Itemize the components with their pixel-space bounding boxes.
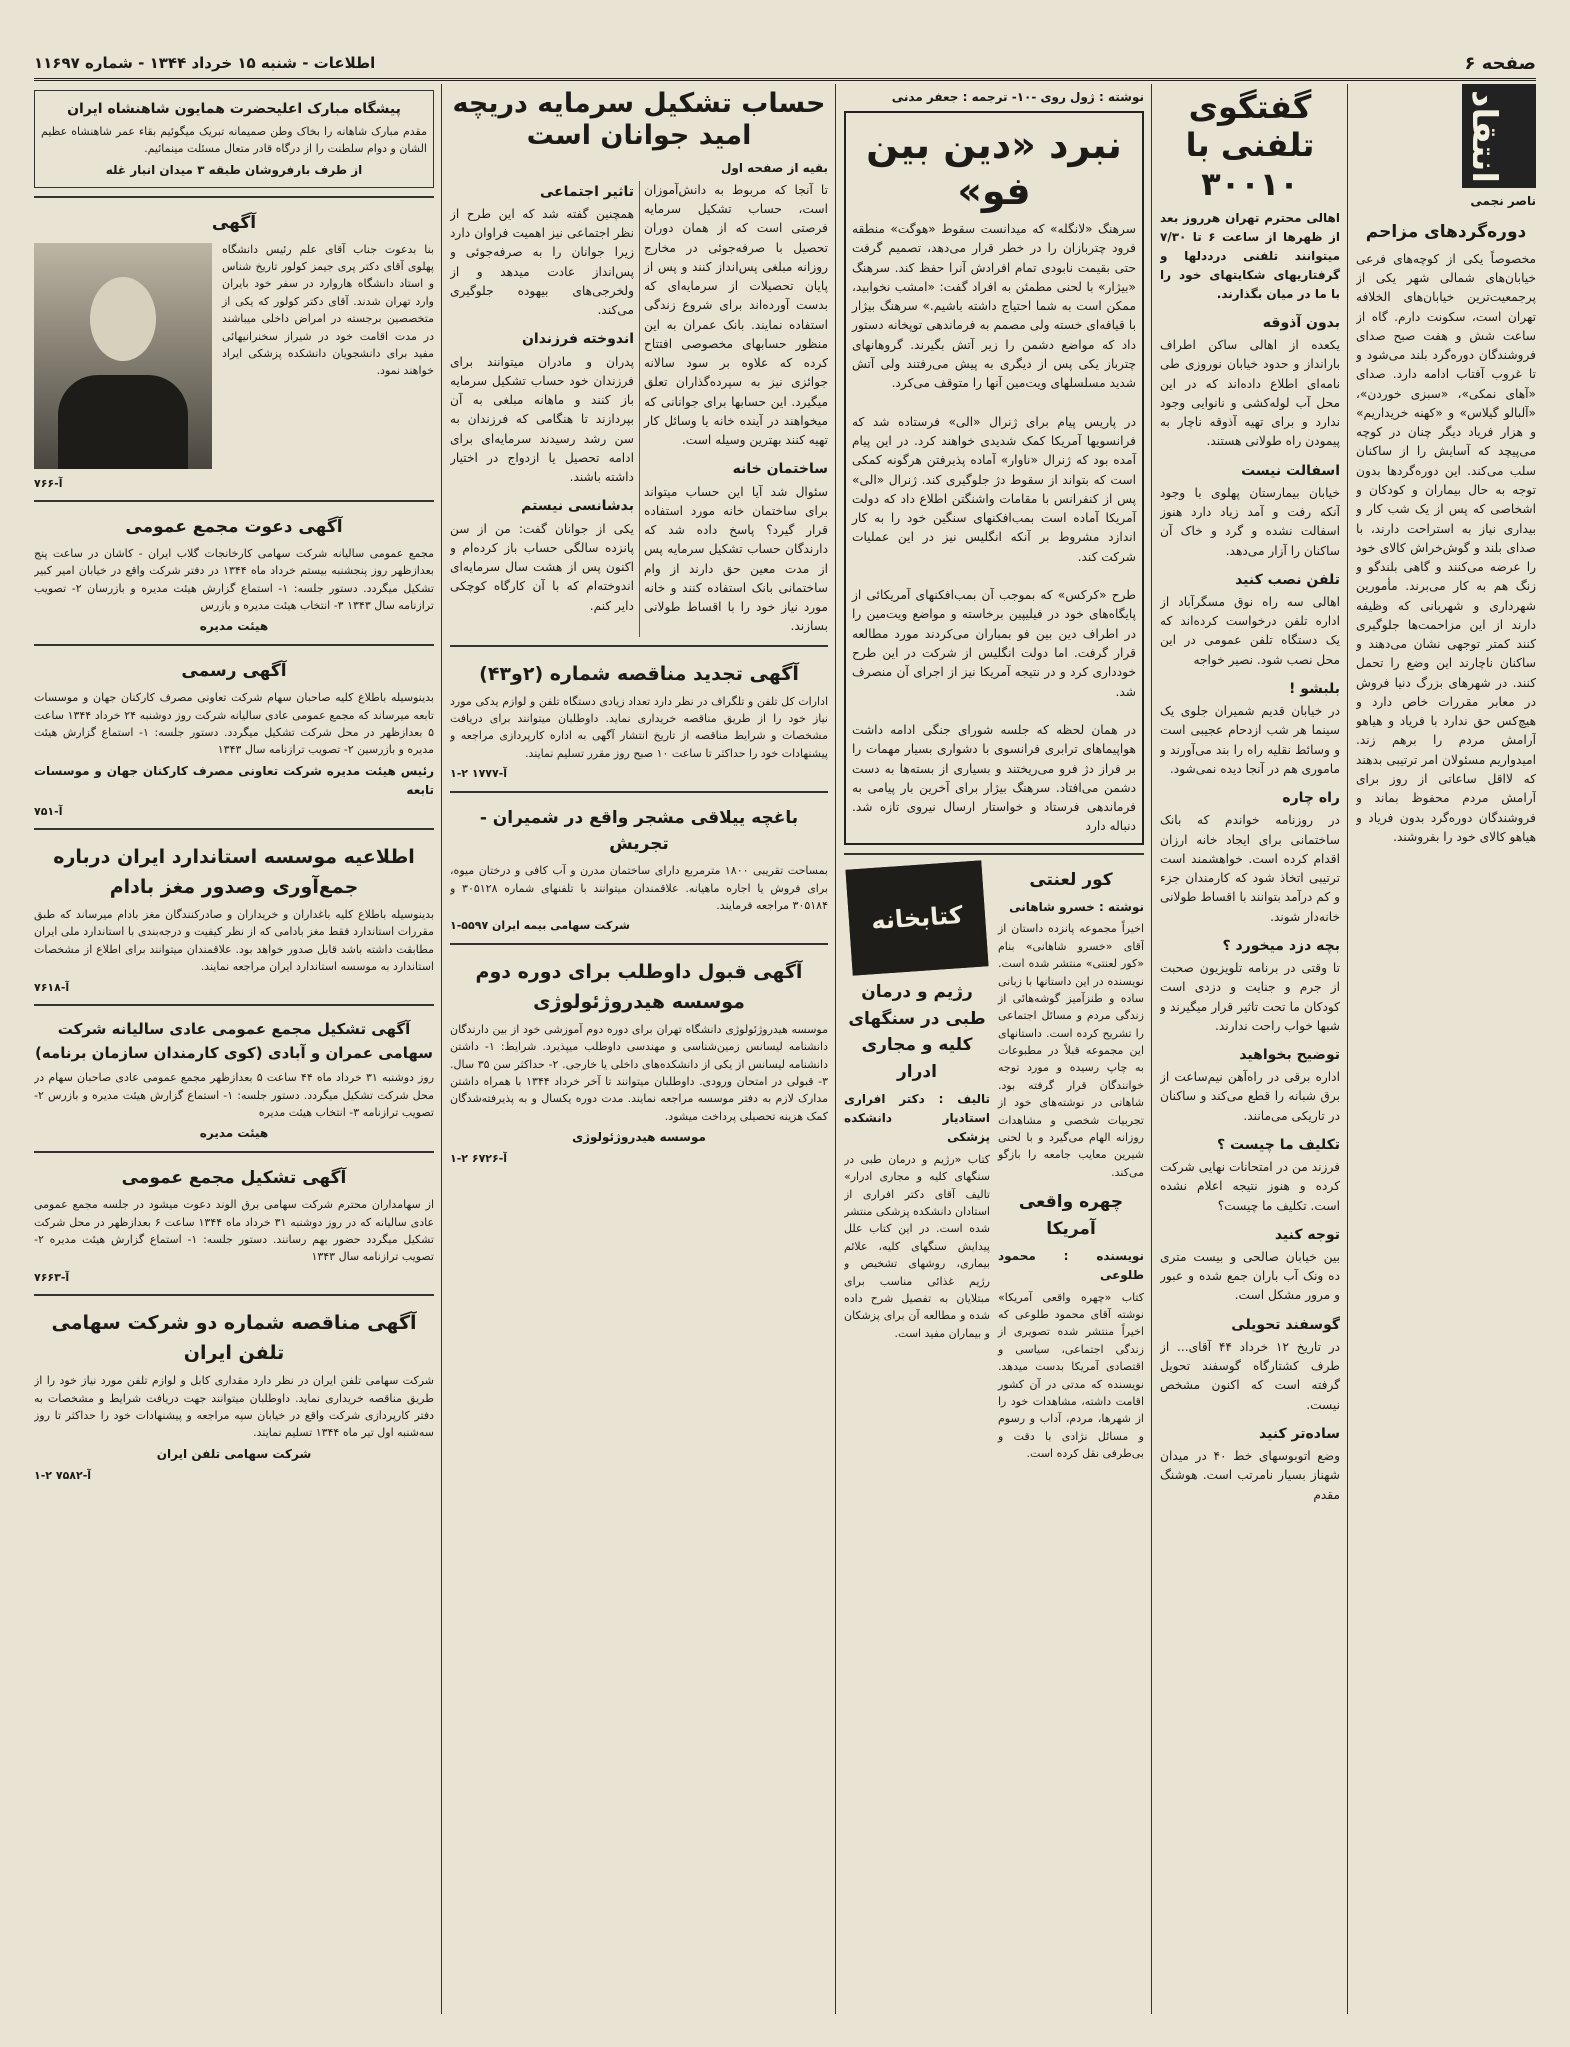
column-divider: [1151, 84, 1152, 2014]
author-name: ناصر نجمی: [1470, 194, 1536, 208]
book-body: کتاب «رژیم و درمان طبی در سنگهای کلیه و مجاری ادرار» تالیف آقای دکتر افراری از استادان دانشکده پزشکی منتشر شده است. در این کتاب علل پیدایش سنگهای کلیه، علائم بیماری، روشهای تشخیص و رژیم غذائی مناسب برای مبتلایان به تفصیل شرح داده شده و مطالعه آن برای پزشکان و بیماران مفید است.: [844, 1152, 990, 1340]
ad-body: شرکت سهامی تلفن ایران در نظر دارد مقداری کابل و لوازم تلفن مورد نیاز خود را از طریق مناقصه خریداری نماید. داوطلبان میتوانند جهت دریافت شرایط و مشخصات به دفتر کارپردازی شرکت واقع در خیابان سپه مراجعه و پیشنهادات خود را حداکثر تا روز سه‌شنبه اول تیر ماه ۱۳۴۴ تسلیم نمایند.: [34, 1374, 434, 1440]
column-4: [450, 84, 828, 1167]
column-3: [844, 84, 1144, 1462]
phone-item-heading: گوسفند تحویلی: [1231, 1316, 1340, 1333]
ad-body: موسسه هیدروژئولوژی دانشگاه تهران برای دوره دوم آموزشی خود از بین دارندگان دانشنامه لیسانس زمین‌شناسی و مهندسی داوطلب میپذیرد. شرایط: ۱- داشتن دانشنامه لیسانس از یکی از دانشکده‌های داخلی یا خارجی. ۲- حداکثر سن ۳۵ سال. ۳- قبولی در امتحان ورودی. داوطلبان میتوانند تا آخر خرداد ۱۳۴۴ با همراه داشتن مدارک لازم به دفتر موسسه مراجعه نمایند. مدت دوره یکسال و به پذیرفته‌شدگان کمک هزینه تحصیلی پرداخت میشود.: [450, 1022, 828, 1123]
phone-item-heading: بچه دزد میخورد ؟: [1222, 937, 1340, 954]
phone-item-heading: تکلیف ما چیست ؟: [1216, 1136, 1340, 1153]
article-body: مخصوصاً یکی از کوچه‌های فرعی خیابان‌های شمالی شهر یکی از پرجمعیت‌ترین خیابان‌های الخلافه تهران است، سکونت دارم. گاه از ساعت شش و هفت صبح صدای فروشندگان دوره‌گرد بلند می‌شود و تا غروب آفتاب ادامه دارد. صدای «آهای نمکی»، «سبزی خوردن»، «آلبالو گیلاس» و «کهنه خریداریم» و هزار فریاد دیگر چنان در کوچه می‌پیچد که آسایش را از ساکنان سلب می‌کند. این دوره‌گردها بدون توجه به حال بیماران و کودکان و اشخاصی که پس از یک شب کار و بیداری نیاز به استراحت دارند، با صدای بلند و گوش‌خراش کالای خود را عرضه می‌کنند و گاهی بلندگو و زنگ هم به کار می‌برند. مأمورین شهرداری و شهربانی که وظیفه دارند از این مزاحمت‌ها جلوگیری کنند کمتر توجهی نشان می‌دهند و ساکنان ناچارند این وضع را تحمل کنند. در شهرهای بزرگ دنیا فروش در معابر مقررات خاص دارد و هیچ‌کس حق ندارد با فریاد و هیاهو آرامش مردم را برهم زند. امیدواریم مسئولان امر ترتیبی بدهند که لااقل ساعاتی از روز برای آرامش مردم محفوظ بماند و فروشندگان دوره‌گرد بدون فریاد و هیاهو کالای خود را بفروشند.: [1356, 251, 1536, 844]
ad-sign: هیئت مدیره: [199, 619, 269, 634]
phone-item-text: خیابان بیمارستان پهلوی با وجود آنکه رفت و آمد زیاد دارد هنوز اسفالت نشده و گرد و خاک آن ساکنان را آزار می‌دهد.: [1160, 485, 1340, 558]
phone-item-text: بین خیابان صالحی و بیست متری ده ونک آب باران جمع شده و عبور و مرور مشکل است.: [1160, 1249, 1340, 1303]
section-heading: اندوخته فرزندان: [521, 331, 634, 348]
ad-sign: رئیس هیئت مدیره شرکت تعاونی مصرف کارکنان جهان و موسسات تابعه: [34, 763, 434, 797]
column-1: [1356, 84, 1536, 847]
serial-title: نبرد «دین بین فو»: [866, 122, 1122, 213]
article-body: همچنین گفته شد که این طرح از نظر اجتماعی نیز اهمیت فراوان دارد زیرا جوانان را به صرفه‌جوئی و پس‌انداز عادت میدهد و از ولخرجی‌های بیهوده جلوگیری می‌کند.: [450, 206, 634, 318]
ad-telephone: [34, 1294, 434, 1484]
phone-item-heading: توجه کنید: [1274, 1226, 1340, 1243]
article-body: یکی از جوانان گفت: من از سن پانزده سالگی حساب باز کرده‌ام و اکنون پس از هشت سال سرمایه‌ای اندوخته‌ام که با آن کارگاه کوچکی دایر کنم.: [450, 521, 634, 613]
column-divider: [441, 84, 442, 2014]
phone-item-text: در روزنامه خواندم که بانک ساختمانی برای ایجاد خانه ارزان اقدام کرده است. خواهشمند است ترتیبی اتخاذ شود که کارمندان جزء و کم درآمد بتوانند با اقساط طولانی خانه‌دار شوند.: [1160, 813, 1340, 924]
phone-item-heading: بلبشو !: [1289, 680, 1340, 697]
phone-item-heading: ساده‌تر کنید: [1259, 1425, 1340, 1442]
article-body: سئوال شد آیا این حساب میتواند برای ساختمان خانه مورد استفاده قرار گیرد؟ پاسخ داده شد که دارندگان حساب تشکیل سرمایه پس از مدت معین حق دارند از وام ساختمانی بانک استفاده کنند و خانه مورد نیاز خود را با اقساط طولانی بسازند.: [644, 484, 828, 634]
book-title: کور لعنتی: [1029, 869, 1113, 890]
continued-label: بقیه از صفحه اول: [720, 160, 828, 175]
ad-title: آگهی رسمی: [181, 661, 287, 682]
ad-sign: هیئت مدیره: [199, 1126, 269, 1141]
ad-alvand: [34, 1151, 434, 1286]
book-title: رژیم و درمان طبی در سنگهای کلیه و مجاری ادرار: [848, 981, 986, 1083]
book-body: اخیراً مجموعه پانزده داستان از آقای «خسرو شاهانی» بنام «کور لعنتی» منتشر شده است. نویسنده در این داستانها با زبانی ساده و طنزآمیز گوشه‌هائی از زندگی مردم و مسائل اجتماعی را تشریح کرده است. داستانهای این مجموعه قبلاً در مطبوعات به چاپ رسیده و مورد توجه خوانندگان قرار گرفته بود. شاهانی در نوشته‌های خود از تجربیات شخصی و مشاهدات روزانه الهام می‌گیرد و با لحنی شیرین معایب جامعه را بازگو می‌کند.: [998, 922, 1144, 1179]
column-logo: انتقاد: [1462, 84, 1536, 188]
ad-code: آ-۷۶۱۸: [34, 980, 70, 994]
column-divider: [1347, 84, 1348, 2014]
serial-box: [844, 111, 1144, 845]
hydro-ad: [450, 943, 828, 1168]
masthead: اطلاعات - شنبه ۱۵ خرداد ۱۳۴۴ - شماره ۱۱۶۹۷: [34, 54, 376, 72]
book-author: نویسنده : محمود طلوعی: [998, 1248, 1144, 1282]
phone-item-heading: توضیح بخواهید: [1239, 1047, 1340, 1064]
congrats-sign: از طرف بارفروشان طبقه ۳ میدان انبار غله: [105, 162, 363, 177]
ad-body: مجمع عمومی سالیانه شرکت سهامی کارخانجات گلاب ایران - کاشان در ساعت پنج بعدازظهر روز پنجشنبه بیستم خرداد ماه ۱۳۴۴ در دفتر شرکت واقع در خیابان امیر کبیر تشکیل میگردد. دستور جلسه: ۱- استماع گزارش هیئت مدیره و بازرسان ۲- تصویب ترازنامه سال ۱۳۴۳ ۳- انتخاب هیئت مدیره و بازرس: [34, 546, 434, 613]
tender-ad: [450, 645, 828, 783]
ad-title: باغچه ییلاقی مشجر واقع در شمیران - تجریش: [479, 807, 799, 855]
books-section: [844, 853, 1144, 1463]
book-author: نوشته : خسرو شاهانی: [1009, 899, 1144, 914]
ad-visit: [34, 196, 434, 492]
phone-column-title: گفتگوی تلفنی با ۳۰۰۱۰: [1185, 88, 1315, 203]
book-review-2: [844, 859, 990, 1463]
ad-body: بدینوسیله باطلاع کلیه صاحبان سهام شرکت تعاونی مصرف کارکنان جهان و موسسات تابعه میرساند که مجمع عمومی عادی سالیانه شرکت روز دوشنبه ۲۴ خرداد ۱۳۴۴ ساعت ۵ بعدازظهر در محل شرکت تشکیل میگردد. دستور جلسه: ۱- استماع گزارش هیئت مدیره و بازرسین ۲- تصویب ترازنامه سال ۱۳۴۳: [34, 691, 434, 757]
section-heading: بدشانسی نیستم: [521, 498, 634, 515]
ad-code: شرکت سهامی بیمه ایران ۵۵۹۷-۱: [450, 919, 630, 933]
book-title: چهره واقعی آمریکا: [1018, 1192, 1124, 1239]
phone-item-text: وضع اتوبوسهای خط ۴۰ در میدان شهناز بسیار نامرتب است. هوشنگ مقدم: [1160, 1449, 1340, 1502]
serial-body: سرهنگ «لانگله» که میدانست سقوط «هوگت» منطقه فرود چتربازان را در خطر قرار می‌دهد، تصمیم گرفت حتی بقیمت نابودی تمام افرادش آنرا حفظ کند. سرهنگ «بیژار» با لحنی مطمئن به افراد گفت: «امشب نخوابید، ممکن است به شما احتیاج داشته باشیم.» سرهنگ بیژار با قیافه‌ای خسته ولی مصمم به فرماندهی توپخانه دستور داد که مواضع دشمن را زیر آتش بگیرند. گروهانهای چترباز یکی پس از دیگری به پیش می‌رفتند ولی آتش شدید مسلسلهای ویت‌مین آنها را متوقف می‌کرد. در پاریس پیام برای ژنرال «الی» فرستاده شد که فرانسویها آمریکا کمک شدیدی خواهند کرد. در این پیام آمده بود که ژنرال «ناوار» آماده پذیرفتن هرگونه کمکی است که بتواند از سقوط دژ جلوگیری کند. ژنرال «الی» پس از کنفرانس با مقامات واشنگتن اطلاع داد که دولت آمریکا آماده است بمب‌افکنهای سنگین خود را به کار اندازد مشروط بر آنکه انگلیس نیز در این عملیات شرکت کند. طرح «کرکس» که بموجب آن بمب‌افکنهای آمریکائی از پایگاه‌های خود در فیلیپین برخاسته و مواضع ویت‌مین را در اطراف دین بین فو بمباران می‌کردند مورد مطالعه قرار گرفت. اما دولت انگلیس از شرکت در این طرح خودداری کرد و در نتیجه آمریکا نیز از اجرای آن منصرف شد. در همان لحظه که جلسه شورای جنگی ادامه داشت هواپیماهای ترابری فرانسوی با دشواری بسیار مهمات را بر فراز دژ فرو می‌ریختند و بسیاری از بسته‌ها به دست دشمن می‌افتاد. سرهنگ بیژار برای آخرین بار پیامی به فرماندهی فرستاد و خواستار ارسال نیروی تازه شد. دنباله دارد: [852, 222, 1136, 834]
article-body: تا آنجا که مربوط به دانش‌آموزان است، حساب تشکیل سرمایه فرصتی است که از همان دوران تحصیل با صرفه‌جوئی در مخارج روزانه مبلغی پس‌انداز کنند و پس از پایان تحصیلات از سرمایه‌ای که بدست آورده‌اند برای شروع زندگی استفاده نمایند. بانک عمران به این منظور حسابهای مخصوصی افتتاح کرده که علاوه بر سود سالانه جوائزی نیز به سپرده‌گذاران تعلق میگیرد. این حسابها برای جوانانی که میخواهند در آینده خانه یا وسائل کار تهیه کنند بهترین وسیله است.: [644, 182, 828, 448]
article-columns: [450, 181, 828, 637]
ad-official: [34, 644, 434, 820]
ad-title: اطلاعیه موسسه استاندارد ایران درباره جمع‌آوری وصدور مغز بادام: [53, 846, 415, 899]
phone-item-heading: اسفالت نیست: [1241, 462, 1340, 479]
ad-sign: موسسه هیدروژئولوژی: [572, 1130, 706, 1145]
phone-items: [1160, 312, 1340, 1505]
ad-code: آ-۶۷۲۶ ۲-۱: [450, 1152, 508, 1166]
page-header: [34, 48, 1536, 81]
villa-ad: [450, 791, 828, 935]
ad-code: آ-۷۶۶: [34, 476, 63, 490]
phone-item-text: فرزند من در امتحانات نهایی شرکت کرده و هنوز نتیجه اعلام نشده است. تکلیف ما چیست؟: [1160, 1160, 1340, 1213]
ad-body: بمساحت تقریبی ۱۸۰۰ مترمربع دارای ساختمان مدرن و آب کافی و درختان میوه، برای فروش یا اجاره ماهیانه. علاقمندان میتوانند با تلفنهای شماره ۳۰۵۱۲۸ و ۳۰۵۱۸۴ مراجعه فرمایند.: [450, 864, 828, 913]
congrats-body: مقدم مبارک شاهانه را بخاک وطن صمیمانه تبریک میگوئیم بقاء عمر شاهنشاه عظیم الشان و دوام سلطنت را از درگاه قادر متعال مسئلت مینمائیم.: [41, 125, 427, 156]
phone-column-intro: اهالی محترم تهران هرروز بعد از ظهرها از ساعت ۶ تا ۷/۳۰ میتوانند تلفنی درددلها و گرفتاریهای شکایتهای خود را با ما در میان بگذارند.: [1160, 211, 1340, 301]
article-title: دوره‌گردهای مزاحم: [1365, 221, 1527, 242]
section-heading: ساختمان خانه: [732, 461, 828, 478]
ad-body: بدینوسیله باطلاع کلیه باغداران و خریداران و صادرکنندگان مغز بادام میرساند که طبق مقررات استاندارد فقط مغز بادامی که از نظر کیفیت و درجه‌بندی با استاندارد ملی ایران مطابقت داشته باشد قابل صدور خواهد بود. علاقمندان میتوانند برای اطلاع از مشخصات استاندارد به موسسه استاندارد ایران مراجعه نمایند.: [34, 908, 434, 974]
column-divider: [835, 84, 836, 2014]
phone-item-text: تا وقتی در برنامه تلویزیون صحبت از جرم و جنایت و دزدی است کودکان ما تحت تاثیر قرار میگیرند و شبها خواب راحت ندارند.: [1160, 960, 1340, 1033]
book-review-1: [998, 859, 1144, 1463]
ad-title: آگهی دعوت مجمع عمومی: [125, 517, 343, 538]
phone-item-heading: راه چاره: [1282, 790, 1340, 807]
ad-code: آ-۷۵۸۲ ۲-۱: [34, 1468, 92, 1482]
ad-assembly: [34, 500, 434, 636]
ad-title: آگهی تجدید مناقصه شماره (۲و۴۳): [479, 662, 799, 685]
phone-item-text: اداره برقی در راه‌آهن نیم‌ساعت از برق شبانه را قطع می‌کند و ساکنان در تاریکی می‌مانند.: [1160, 1070, 1340, 1123]
serial-byline: نوشته : ژول روی -۱۰- ترجمه : جعفر مدنی: [891, 90, 1144, 104]
book-body: کتاب «چهره واقعی آمریکا» نوشته آقای محمود طلوعی که اخیراً منتشر شده تصویری از زندگی اجتماعی، سیاسی و اقتصادی آمریکا بدست میدهد. نویسنده که مدتی در آن کشور اقامت داشته، مشاهدات خود را از شهرها، مردم، آداب و رسوم و مسائل نژادی با دقت و بی‌طرفی نقل کرده است.: [998, 1290, 1144, 1461]
article-title: حساب تشکیل سرمایه دریچه امید جوانان است: [452, 88, 826, 152]
ad-body: ادارات کل تلفن و تلگراف در نظر دارد تعداد زیادی دستگاه تلفن و لوازم یدکی مورد نیاز خود را از طریق مناقصه خریداری نماید. داوطلبان میتوانند برای دریافت مشخصات و شرایط مناقصه از تاریخ انتشار آگهی به اداره کارپردازی مراجعه و پیشنهادات خود را حداکثر تا ساعت ۱۰ صبح روز مقرر تسلیم نمایند.: [450, 694, 828, 760]
ad-title: آگهی تشکیل مجمع عمومی: [121, 1168, 347, 1189]
ad-body: روز دوشنبه ۳۱ خرداد ماه ۴۴ ساعت ۵ بعدازظهر مجمع عمومی عادی صاحبان سهام در محل شرکت تشکیل میگردد. دستور جلسه: ۱- استماع گزارش هیئت مدیره و بازرس ۲- تصویب ترازنامه ۳- انتخاب هیئت مدیره: [34, 1071, 434, 1120]
ad-code: آ-۷۶۶۳: [34, 1270, 70, 1284]
ad-code: آ-۱۷۷۷ ۲-۱: [450, 767, 508, 781]
ad-code: آ-۷۵۱: [34, 804, 63, 818]
phone-item-text: در خیابان قدیم شمیران جلوی یک سینما هر شب ازدحام عجیبی است و وسائط نقلیه راه را بند می‌آورند و ماموری هم در آنجا دیده نمی‌شود.: [1160, 704, 1340, 776]
phone-item-heading: تلفن نصب کنید: [1235, 571, 1340, 588]
library-logo: کتابخانه: [845, 860, 988, 975]
section-heading: تاثیر اجتماعی: [539, 183, 634, 200]
congratulation-box: [34, 90, 434, 188]
ad-omran: [34, 1004, 434, 1143]
book-author: تالیف : دکتر افراری استادیار دانشکده پزشکی: [844, 1092, 990, 1144]
ad-body: از سهامداران محترم شرکت سهامی برق الوند دعوت میشود در جلسه مجمع عمومی عادی سالیانه که در روز دوشنبه ۳۱ خرداد ماه ۱۳۴۴ ساعت ۶ بعدازظهر در محل شرکت تشکیل میگردد حضور بهم رسانند. دستور جلسه: ۱- استماع گزارش هیئت مدیره ۲- تصویب ترازنامه سال ۱۳۴۳: [34, 1198, 434, 1264]
ad-title: آگهی: [211, 212, 257, 233]
phone-item-heading: بدون آذوقه: [1262, 314, 1340, 331]
congrats-title: پیشگاه مبارک اعلیحضرت همایون شاهنشاه ایران: [67, 101, 401, 117]
ad-sign: شرکت سهامی تلفن ایران: [156, 1446, 312, 1461]
phone-item-text: یکعده از اهالی ساکن اطراف بارانداز و حدود خیابان نوروزی طی نامه‌ای اطلاع داده‌اند که در این محل آب لوله‌کشی و نانوایی وجود ندارد و برای تهیه آذوقه ناچار به پیمودن راه طولانی هستند.: [1160, 338, 1340, 449]
ad-body: بنا بدعوت جناب آقای علم رئیس دانشگاه پهلوی آقای دکتر پری جیمز کولور تاریخ شناس و استاد دانشگاه هاروارد در سفر خود بایران وارد تهران شدند. آقای دکتر کولور که یکی از متخصصین برجسته در امراض داخلی میباشند در مدت اقامت خود در شیراز سخنرانیهائی مفید برای دانشجویان دانشکده پزشکی ایراد خواهند نمود.: [222, 242, 434, 378]
ad-title: آگهی مناقصه شماره دو شرکت سهامی تلفن ایران: [51, 1312, 417, 1365]
column-5: [34, 84, 434, 1484]
ad-standard: [34, 828, 434, 996]
ad-title: آگهی قبول داوطلب برای دوره دوم موسسه هیدروژئولوژی: [475, 960, 803, 1013]
portrait-photo: [34, 243, 212, 469]
column-2: [1160, 84, 1340, 1505]
article-body: پدران و مادران میتوانند برای فرزندان خود حساب تشکیل سرمایه باز کنند و ماهانه مبلغی به آن بپردازند تا هنگامی که فرزندان به سن رشد رسیدند سرمایه‌ای برای ادامه تحصیل یا ازدواج در اختیار داشته باشند.: [450, 354, 634, 485]
page-number: صفحه ۶: [1464, 52, 1536, 74]
ad-title: آگهی تشکیل مجمع عمومی عادی سالیانه شرکت سهامی عمران و آبادی (کوی کارمندان سازمان برنامه): [34, 1019, 433, 1062]
phone-item-text: اهالی سه راه نوق مسگرآباد از اداره تلفن درخواست کرده‌اند که یک دستگاه تلفن عمومی در این محل نصب شود. نصیر خواجه: [1160, 594, 1340, 667]
phone-item-text: در تاریخ ۱۲ خرداد ۴۴ آقای... از طرف کشتارگاه گوسفند تحویل گرفته است که اکنون مشخص نیست.: [1160, 1339, 1340, 1412]
